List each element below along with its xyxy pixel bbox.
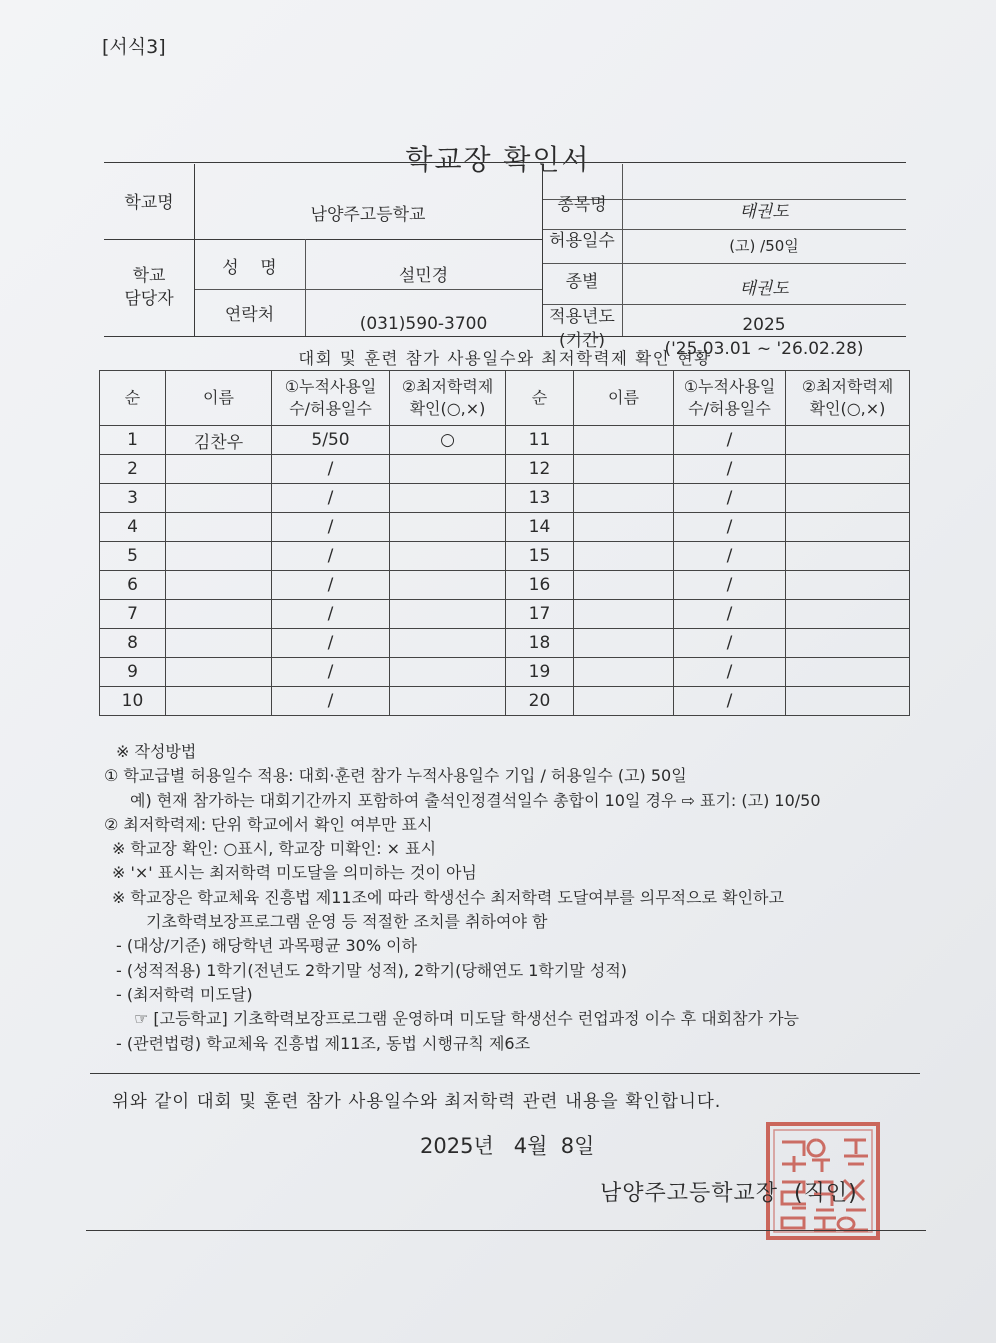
header-days	[272, 371, 390, 426]
header-grade	[390, 371, 506, 426]
row-number: 1	[100, 426, 166, 455]
header-days-right-line1: ①누적사용일	[683, 377, 776, 397]
name-cell	[166, 513, 272, 542]
grade-check-cell	[786, 629, 910, 658]
days-cell: /	[272, 542, 390, 571]
info-top-border	[104, 162, 906, 163]
name-cell: 김찬우	[166, 426, 272, 455]
name-cell	[574, 629, 674, 658]
row-number: 14	[506, 513, 574, 542]
footer-divider	[90, 1073, 920, 1074]
grade-check-cell	[786, 658, 910, 687]
grade-check-cell	[390, 600, 506, 629]
days-cell: /	[272, 513, 390, 542]
days-cell: /	[674, 455, 786, 484]
row-number: 15	[506, 542, 574, 571]
grade-check-cell	[390, 629, 506, 658]
grade-check-cell	[786, 426, 910, 455]
row-number: 7	[100, 600, 166, 629]
name-cell	[574, 600, 674, 629]
contact-value: (031)590-3700	[359, 314, 488, 334]
grade-check-cell	[390, 687, 506, 716]
table-row	[100, 542, 910, 571]
name-label: 성 명	[222, 258, 277, 278]
note-line: ② 최저학력제: 단위 학교에서 확인 여부만 표시	[104, 814, 433, 834]
grade-check-cell	[786, 542, 910, 571]
days-cell: /	[674, 484, 786, 513]
table-row	[100, 426, 910, 455]
header-days-right	[674, 371, 786, 426]
row-number: 12	[506, 455, 574, 484]
issue-date: 2025년 4월 8일	[420, 1134, 595, 1158]
days-cell: /	[272, 658, 390, 687]
name-cell	[574, 513, 674, 542]
document-title: 학교장 확인서	[405, 143, 591, 176]
divider	[542, 304, 906, 305]
header-no: 순	[100, 371, 166, 426]
name-cell	[574, 687, 674, 716]
header-name: 이름	[166, 371, 272, 426]
school-value: 남양주고등학교	[310, 205, 426, 225]
name-cell	[166, 629, 272, 658]
year-label-line1: 적용년도	[549, 307, 615, 327]
signature-underline	[86, 1230, 926, 1231]
days-cell: /	[272, 629, 390, 658]
grade-check-cell	[786, 600, 910, 629]
row-number: 6	[100, 571, 166, 600]
row-number: 18	[506, 629, 574, 658]
note-line: 기초학력보장프로그램 운영 등 적절한 조치를 취하여야 함	[146, 912, 548, 932]
confirmation-text: 위와 같이 대회 및 훈련 참가 사용일수와 최저학력 관련 내용을 확인합니다.	[112, 1092, 722, 1112]
days-cell: /	[272, 600, 390, 629]
days-label: 허용일수	[549, 231, 615, 251]
sport-value: 태권도	[739, 202, 789, 222]
row-number: 5	[100, 542, 166, 571]
days-cell: /	[272, 455, 390, 484]
type-value: 태권도	[739, 279, 789, 299]
name-cell	[166, 455, 272, 484]
row-number: 17	[506, 600, 574, 629]
table-caption: 대회 및 훈련 참가 사용일수와 최저학력제 확인 현황	[298, 349, 712, 368]
divider	[104, 336, 906, 337]
note-line: ☞ [고등학교] 기초학력보장프로그램 운영하며 미도달 학생선수 런업과정 이수 후 대회참가 가능	[134, 1009, 800, 1029]
days-cell: /	[674, 542, 786, 571]
grade-check-cell	[390, 484, 506, 513]
header-days-line1: ①누적사용일	[284, 377, 377, 397]
notes-heading: ※ 작성방법	[116, 742, 197, 761]
grade-check-cell	[390, 455, 506, 484]
sport-label: 종목명	[557, 195, 607, 215]
row-number: 2	[100, 455, 166, 484]
days-cell: /	[674, 571, 786, 600]
form-number: [서식3]	[102, 36, 166, 58]
manager-label-line1: 학교	[132, 266, 166, 286]
header-grade-right-line1: ②최저학력제	[801, 377, 894, 397]
row-number: 13	[506, 484, 574, 513]
name-value: 설민경	[398, 266, 449, 286]
year-value: 2025	[742, 315, 786, 335]
days-cell: 5/50	[272, 426, 390, 455]
note-line: ※ '×' 표시는 최저학력 미도달을 의미하는 것이 아님	[112, 863, 477, 883]
contact-label: 연락처	[224, 305, 275, 325]
grade-check-cell	[786, 455, 910, 484]
name-cell	[166, 687, 272, 716]
note-line: - (대상/기준) 해당학년 과목평균 30% 이하	[116, 936, 418, 956]
table-row	[100, 513, 910, 542]
table-row	[100, 600, 910, 629]
grade-check-cell	[390, 658, 506, 687]
name-cell	[574, 542, 674, 571]
grade-check-cell	[786, 484, 910, 513]
days-value: (고) /50일	[729, 237, 799, 255]
row-number: 20	[506, 687, 574, 716]
name-cell	[574, 484, 674, 513]
school-label: 학교명	[124, 193, 174, 213]
grade-check-cell: ○	[390, 426, 506, 455]
period-value: ('25.03.01 ~ '26.02.28)	[664, 339, 864, 359]
row-number: 9	[100, 658, 166, 687]
note-line: ※ 학교장 확인: ○표시, 학교장 미확인: × 표시	[112, 839, 437, 859]
table-row	[100, 658, 910, 687]
divider	[194, 289, 542, 290]
row-number: 10	[100, 687, 166, 716]
grade-check-cell	[390, 542, 506, 571]
row-number: 8	[100, 629, 166, 658]
row-number: 11	[506, 426, 574, 455]
instructions	[104, 740, 934, 1056]
row-number: 19	[506, 658, 574, 687]
name-cell	[166, 484, 272, 513]
row-number: 3	[100, 484, 166, 513]
table-header-row	[100, 371, 910, 426]
days-cell: /	[674, 658, 786, 687]
name-cell	[574, 571, 674, 600]
header-no-right: 순	[506, 371, 574, 426]
name-cell	[574, 658, 674, 687]
name-cell	[166, 600, 272, 629]
days-cell: /	[272, 687, 390, 716]
usage-table	[99, 370, 910, 716]
grade-check-cell	[786, 687, 910, 716]
note-line: - (성적적용) 1학기(전년도 2학기말 성적), 2학기(당해연도 1학기말 성적)	[116, 960, 628, 980]
row-number: 16	[506, 571, 574, 600]
days-cell: /	[674, 687, 786, 716]
note-line: - (최저학력 미도달)	[116, 984, 253, 1004]
table-row	[100, 571, 910, 600]
row-number: 4	[100, 513, 166, 542]
signer-line: 남양주고등학교장 (직인)	[600, 1181, 858, 1206]
table-row	[100, 629, 910, 658]
grade-check-cell	[390, 571, 506, 600]
name-cell	[574, 455, 674, 484]
header-grade-line1: ②최저학력제	[401, 377, 494, 397]
days-cell: /	[674, 426, 786, 455]
header-name-right: 이름	[574, 371, 674, 426]
note-line: 예) 현재 참가하는 대회기간까지 포함하여 출석인정결석일수 총합이 10일 경우 ⇨ 표기: (고) 10/50	[130, 790, 821, 810]
grade-check-cell	[390, 513, 506, 542]
name-cell	[166, 542, 272, 571]
name-cell	[166, 571, 272, 600]
days-cell: /	[674, 629, 786, 658]
header-days-line2: 수/허용일수	[289, 399, 372, 418]
manager-label-line2: 담당자	[124, 289, 174, 309]
table-row	[100, 455, 910, 484]
note-line: ※ 학교장은 학교체육 진흥법 제11조에 따라 학생선수 최저학력 도달여부를 의무적으로 확인하고	[112, 887, 784, 907]
table-row	[100, 484, 910, 513]
note-line: ① 학교급별 허용일수 적용: 대회·훈련 참가 누적사용일수 기입 / 허용일수 (고) 50일	[104, 766, 687, 786]
note-line: - (관련법령) 학교체육 진흥법 제11조, 동법 시행규칙 제6조	[116, 1033, 531, 1053]
days-cell: /	[272, 571, 390, 600]
table-row	[100, 687, 910, 716]
name-cell	[166, 658, 272, 687]
divider	[542, 263, 906, 264]
header-grade-right-line2: 확인(○,×)	[809, 399, 886, 418]
header-grade-line2: 확인(○,×)	[409, 399, 486, 418]
divider	[104, 239, 542, 240]
year-label-line2: (기간)	[558, 331, 606, 351]
type-label: 종별	[565, 272, 599, 292]
grade-check-cell	[786, 571, 910, 600]
header-days-right-line2: 수/허용일수	[688, 399, 771, 418]
grade-check-cell	[786, 513, 910, 542]
days-cell: /	[674, 513, 786, 542]
days-cell: /	[674, 600, 786, 629]
days-cell: /	[272, 484, 390, 513]
name-cell	[574, 426, 674, 455]
header-grade-right	[786, 371, 910, 426]
